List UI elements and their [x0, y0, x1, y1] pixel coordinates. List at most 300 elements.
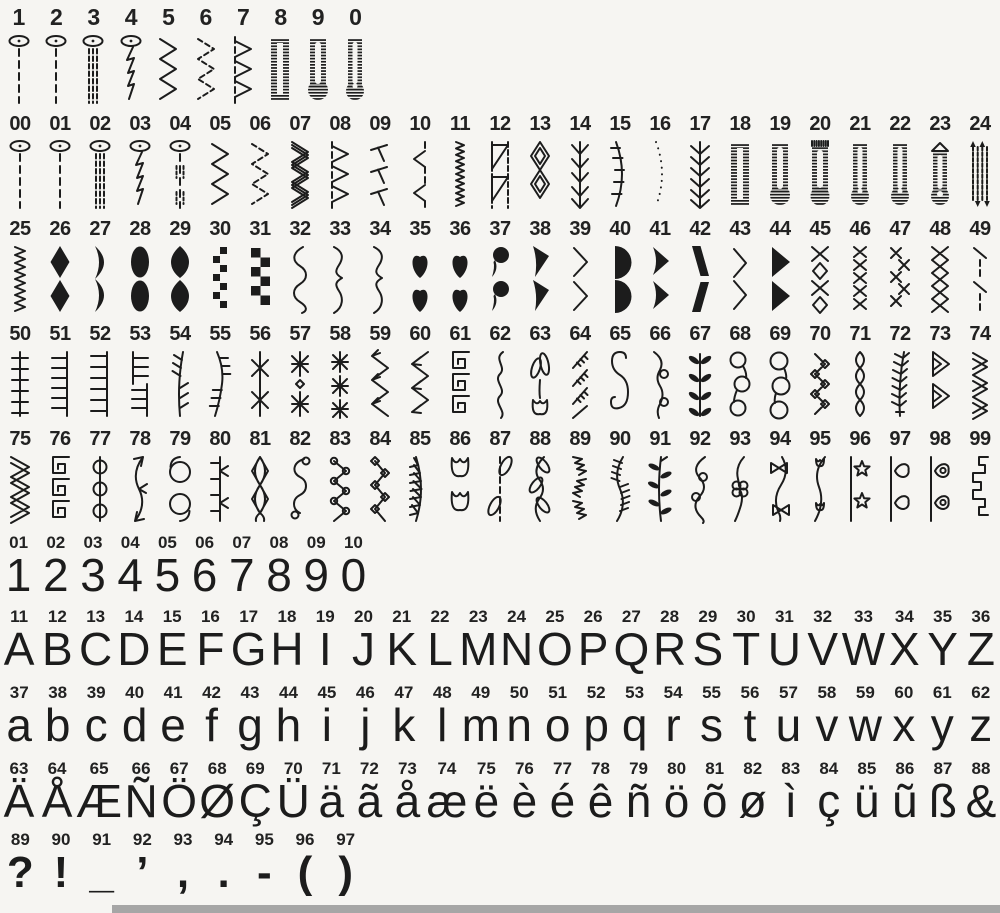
char-glyph: p — [583, 699, 609, 751]
char-cell-94 — [203, 830, 244, 896]
char-number: 81 — [705, 759, 725, 778]
stitch-number: 5 — [162, 4, 175, 30]
stitch-number: 6 — [199, 4, 212, 30]
stitch-number: 60 — [409, 323, 431, 345]
bh-round-icon — [887, 135, 913, 212]
char-cell-23 — [459, 607, 497, 673]
char-cell-80 — [658, 759, 696, 825]
stitch-number: 32 — [289, 218, 311, 240]
char-cell-52 — [577, 683, 615, 749]
char-glyph: - — [257, 848, 272, 897]
char-number: 91 — [92, 830, 112, 849]
triangle-ladder-icon — [487, 135, 513, 212]
stitch-number: 22 — [889, 113, 911, 135]
char-cell-68 — [198, 759, 236, 825]
greek-key-double-icon — [47, 450, 73, 527]
char-glyph: u — [775, 699, 802, 751]
char-cell-08 — [260, 533, 297, 599]
stitch-number: 16 — [649, 113, 671, 135]
stitch-number: 50 — [9, 323, 31, 345]
stitch-21 — [840, 113, 880, 212]
fern-crescent-icon — [407, 450, 433, 527]
char-number: 24 — [507, 607, 527, 626]
char-cell-62 — [962, 683, 1000, 749]
character-banks — [0, 533, 1000, 896]
stitch-02 — [80, 113, 120, 212]
char-number: 31 — [774, 607, 794, 626]
char-glyph: M — [459, 623, 498, 675]
char-number: 72 — [359, 759, 379, 778]
solid-flags-icon — [527, 240, 553, 317]
char-glyph: t — [743, 699, 757, 751]
char-glyph: ß — [928, 775, 957, 827]
stitch-63 — [520, 323, 560, 422]
oval-triple-icon — [87, 135, 113, 212]
tri-outline-chain-icon — [927, 345, 953, 422]
char-number: 96 — [295, 830, 315, 849]
feather-down-icon — [367, 345, 393, 422]
char-cell-86 — [886, 759, 924, 825]
stitch-number: 78 — [129, 428, 151, 450]
char-cell-44 — [269, 683, 307, 749]
char-number: 86 — [895, 759, 915, 778]
stitch-57 — [280, 323, 320, 422]
char-number: 42 — [202, 683, 221, 702]
stitch-11 — [440, 113, 480, 212]
satin-zig-icon — [7, 240, 33, 317]
char-cell-25 — [536, 607, 574, 673]
stitch-44 — [760, 218, 800, 317]
char-number: 01 — [9, 533, 29, 552]
char-number: 94 — [214, 830, 234, 849]
stitch-22 — [880, 113, 920, 212]
stitch-number: 12 — [489, 113, 511, 135]
stitch-number: 24 — [969, 113, 991, 135]
char-number: 90 — [51, 830, 71, 849]
stitch-row-bank-3 — [0, 218, 1000, 317]
char-glyph: D — [117, 623, 151, 675]
char-number: 43 — [240, 683, 260, 702]
stitch-number: 21 — [849, 113, 871, 135]
char-glyph: ) — [338, 848, 353, 897]
char-number: 71 — [321, 759, 341, 778]
stitch-number: 4 — [124, 4, 138, 30]
solid-lightning-icon — [687, 240, 713, 317]
stitch-83 — [320, 428, 360, 527]
char-number: 61 — [932, 683, 952, 702]
char-number: 80 — [667, 759, 687, 778]
char-cell-27 — [612, 607, 650, 673]
char-cell-74 — [426, 759, 467, 825]
stitch-number: 28 — [129, 218, 151, 240]
char-cell-17 — [230, 607, 268, 673]
char-cell-40 — [115, 683, 153, 749]
char-cell-24 — [497, 607, 535, 673]
blanket-cross-icon — [7, 345, 33, 422]
char-glyph: ø — [738, 775, 767, 827]
stitch-56 — [240, 323, 280, 422]
char-number: 14 — [124, 607, 144, 626]
stitch-29 — [160, 218, 200, 317]
char-glyph: Ü — [276, 775, 310, 827]
char-cell-07 — [223, 533, 260, 599]
crescents-icon — [87, 240, 113, 317]
char-number: 48 — [432, 683, 452, 702]
oval-dash-icon — [7, 135, 33, 212]
char-glyph: 9 — [303, 549, 329, 601]
arrow-tri-curve-icon — [647, 240, 673, 317]
char-glyph: Y — [927, 623, 958, 675]
char-number: 27 — [621, 607, 641, 626]
char-number: 88 — [971, 759, 991, 778]
pointed-ovals-icon — [167, 240, 193, 317]
stitch-number: 38 — [529, 218, 551, 240]
circle-wave-icon — [167, 450, 193, 527]
char-cell-47 — [385, 683, 423, 749]
char-number: 67 — [169, 759, 189, 778]
char-cell-66 — [122, 759, 160, 825]
fir-icon — [687, 135, 713, 212]
stitch-number: 55 — [209, 323, 231, 345]
stitch-03 — [120, 113, 160, 212]
bh-fan-bottom-icon — [305, 30, 331, 107]
wave-loops-b-icon — [647, 345, 673, 422]
char-glyph: b — [44, 699, 71, 751]
char-glyph: ! — [53, 848, 69, 897]
char-number: 10 — [343, 533, 363, 552]
char-glyph: a — [6, 699, 33, 751]
char-cell-82 — [734, 759, 772, 825]
char-glyph: ê — [587, 775, 614, 827]
char-number: 85 — [857, 759, 877, 778]
stitch-number: 7 — [236, 4, 250, 30]
char-glyph: ñ — [625, 775, 652, 827]
char-cell-02 — [37, 533, 74, 599]
stitch-row-bank-1 — [0, 5, 374, 107]
stitch-96 — [840, 428, 880, 527]
char-glyph: W — [841, 623, 886, 675]
stitch-number: 09 — [369, 113, 391, 135]
char-cell-18 — [268, 607, 306, 673]
stitch-number: 98 — [929, 428, 951, 450]
char-glyph: ’ — [136, 848, 149, 897]
char-number: 22 — [430, 607, 450, 626]
stitch-71 — [840, 323, 880, 422]
stitch-31 — [240, 218, 280, 317]
char-glyph: ã — [356, 775, 383, 827]
stitch-number: 68 — [729, 323, 751, 345]
curve-ticks-icon — [207, 345, 233, 422]
char-number: 30 — [736, 607, 756, 626]
char-glyph: ũ — [892, 775, 918, 827]
stitch-32 — [280, 218, 320, 317]
stitch-98 — [920, 428, 960, 527]
stitch-number: 27 — [89, 218, 111, 240]
char-number: 07 — [232, 533, 252, 552]
char-cell-39 — [77, 683, 115, 749]
stitch-50 — [0, 323, 40, 422]
char-cell-92 — [122, 830, 163, 896]
stitch-45 — [800, 218, 840, 317]
oval-stretch-icon — [127, 135, 153, 212]
stitch-number: 59 — [369, 323, 391, 345]
stitch-number: 46 — [849, 218, 871, 240]
char-number: 63 — [9, 759, 29, 778]
char-cell-59 — [846, 683, 884, 749]
stitch-number: 58 — [329, 323, 351, 345]
stitch-4 — [112, 5, 149, 107]
chevrons-thin-icon — [567, 240, 593, 317]
char-cell-29 — [689, 607, 727, 673]
stitch-number: 3 — [87, 4, 100, 30]
char-glyph: z — [969, 699, 993, 751]
char-glyph: õ — [701, 775, 728, 827]
char-glyph: N — [499, 623, 534, 675]
char-cell-13 — [77, 607, 115, 673]
leaf-zigzag-icon — [527, 450, 553, 527]
lattice-leaf-icon — [247, 450, 273, 527]
ovals-solid-icon — [127, 240, 153, 317]
char-cell-84 — [810, 759, 848, 825]
char-number: 73 — [397, 759, 417, 778]
greek-key-icon — [447, 345, 473, 422]
char-glyph: æ — [426, 775, 468, 827]
stitch-93 — [720, 428, 760, 527]
step-squares-icon — [207, 240, 233, 317]
stitch-07 — [280, 113, 320, 212]
stitch-34 — [360, 218, 400, 317]
stitch-36 — [440, 218, 480, 317]
char-glyph: d — [121, 699, 148, 751]
diamond-square-chain-icon — [367, 450, 393, 527]
char-glyph: Ö — [161, 775, 198, 827]
char-number: 12 — [47, 607, 67, 626]
char-glyph: 0 — [340, 549, 367, 601]
stitch-number: 25 — [9, 218, 31, 240]
char-glyph: e — [160, 699, 186, 751]
loop-chain-large-icon — [767, 345, 793, 422]
char-number: 89 — [10, 830, 30, 849]
char-glyph: B — [42, 623, 73, 675]
stitch-91 — [640, 428, 680, 527]
char-number: 69 — [245, 759, 265, 778]
bow-curve-icon — [767, 450, 793, 527]
stitch-99 — [960, 428, 1000, 527]
char-cell-64 — [38, 759, 76, 825]
char-cell-04 — [112, 533, 149, 599]
stitch-number: 04 — [169, 113, 191, 135]
char-cell-50 — [500, 683, 538, 749]
char-number: 06 — [195, 533, 215, 552]
character-row-lowercase — [0, 683, 1000, 749]
char-glyph: 4 — [117, 549, 143, 601]
char-number: 66 — [131, 759, 151, 778]
char-number: 74 — [437, 759, 457, 778]
char-cell-37 — [0, 683, 38, 749]
leaves-solid-branch-icon — [647, 450, 673, 527]
stitch-37 — [480, 218, 520, 317]
char-number: 62 — [971, 683, 991, 702]
stitch-number: 62 — [489, 323, 511, 345]
char-number: 33 — [854, 607, 873, 626]
stitch-number: 19 — [769, 113, 791, 135]
char-number: 64 — [47, 759, 67, 778]
brace-wave-icon — [367, 240, 393, 317]
char-glyph: Ä — [3, 775, 35, 827]
char-number: 19 — [315, 607, 335, 626]
stitch-51 — [40, 323, 80, 422]
char-number: 02 — [46, 533, 66, 552]
stitch-19 — [760, 113, 800, 212]
fern-wave-icon — [607, 450, 633, 527]
char-cell-51 — [538, 683, 576, 749]
stitch-number: 71 — [849, 323, 871, 345]
thick-chevron-icon — [727, 240, 753, 317]
stitch-62 — [480, 323, 520, 422]
character-row-digits — [0, 533, 372, 599]
char-glyph: r — [665, 699, 681, 751]
char-glyph: Æ — [76, 775, 123, 827]
char-glyph: O — [536, 623, 573, 675]
arrow-chain-icon — [407, 345, 433, 422]
char-number: 34 — [894, 607, 914, 626]
stitch-35 — [400, 218, 440, 317]
char-number: 32 — [813, 607, 833, 626]
char-number: 38 — [48, 683, 68, 702]
slant-ticks-icon — [367, 135, 393, 212]
char-number: 17 — [239, 607, 259, 626]
char-glyph: è — [511, 775, 538, 827]
stitch-number: 10 — [409, 113, 431, 135]
char-number: 51 — [548, 683, 568, 702]
stitch-58 — [320, 323, 360, 422]
char-number: 29 — [698, 607, 718, 626]
zigzag-icon — [207, 135, 233, 212]
stitch-68 — [720, 323, 760, 422]
stitch-number: 56 — [249, 323, 271, 345]
char-cell-16 — [191, 607, 229, 673]
char-number: 49 — [471, 683, 491, 702]
char-cell-21 — [383, 607, 421, 673]
stitch-number: 47 — [889, 218, 911, 240]
char-cell-69 — [236, 759, 274, 825]
stitch-number: 97 — [889, 428, 911, 450]
char-glyph: ì — [784, 775, 798, 827]
stitch-number: 76 — [49, 428, 71, 450]
stitch-number: 40 — [609, 218, 631, 240]
char-glyph: f — [205, 699, 218, 751]
ladder-left-icon — [87, 345, 113, 422]
stitch-number: 70 — [809, 323, 831, 345]
char-cell-93 — [163, 830, 204, 896]
char-glyph: 1 — [5, 549, 32, 601]
stitch-00 — [0, 113, 40, 212]
char-cell-26 — [574, 607, 612, 673]
cross-diamond-icon — [807, 240, 833, 317]
stitch-row-bank-2 — [0, 113, 1000, 212]
stitch-14 — [560, 113, 600, 212]
char-glyph: w — [848, 699, 882, 751]
tulip-leaf-icon — [527, 345, 553, 422]
character-row-accented — [0, 759, 1000, 825]
multi-zigzag-icon — [287, 135, 313, 212]
stitch-79 — [160, 428, 200, 527]
stitch-number: 48 — [929, 218, 951, 240]
char-glyph: T — [732, 623, 761, 675]
char-number: 76 — [514, 759, 534, 778]
stitch-number: 90 — [609, 428, 631, 450]
char-glyph: ç — [817, 775, 841, 827]
stitch-number: 08 — [329, 113, 351, 135]
char-number: 35 — [933, 607, 953, 626]
stitch-55 — [200, 323, 240, 422]
char-glyph: X — [889, 623, 920, 675]
stitch-66 — [640, 323, 680, 422]
oval-dash-icon — [6, 30, 32, 107]
stitch-54 — [160, 323, 200, 422]
char-cell-43 — [231, 683, 269, 749]
char-glyph: , — [176, 848, 190, 897]
char-number: 50 — [509, 683, 529, 702]
char-cell-89 — [0, 830, 41, 896]
char-number: 45 — [317, 683, 337, 702]
stitch-number: 26 — [49, 218, 71, 240]
asterisks-icon — [327, 345, 353, 422]
char-number: 58 — [817, 683, 837, 702]
char-number: 97 — [336, 830, 356, 849]
char-glyph: c — [84, 699, 108, 751]
char-cell-78 — [581, 759, 619, 825]
char-glyph: ( — [297, 848, 313, 897]
oval-reinforced-icon — [167, 135, 193, 212]
char-cell-31 — [765, 607, 803, 673]
char-glyph: 2 — [42, 549, 69, 601]
stitch-number: 52 — [89, 323, 111, 345]
stitch-89 — [560, 428, 600, 527]
char-glyph: é — [549, 775, 576, 827]
char-cell-30 — [727, 607, 765, 673]
char-number: 53 — [625, 683, 645, 702]
loop-zigzag-icon — [327, 450, 353, 527]
stitch-33 — [320, 218, 360, 317]
zigzag-icon — [155, 30, 181, 107]
stitch-74 — [960, 323, 1000, 422]
stitch-87 — [480, 428, 520, 527]
double-diamond-icon — [527, 135, 553, 212]
tick-arrow-line-icon — [207, 450, 233, 527]
stitch-70 — [800, 323, 840, 422]
char-glyph: 3 — [80, 549, 106, 601]
bh-round-icon — [847, 135, 873, 212]
char-cell-71 — [312, 759, 350, 825]
stitch-number: 23 — [929, 113, 951, 135]
stitch-3 — [75, 5, 112, 107]
shell-icon — [407, 135, 433, 212]
stitch-40 — [600, 218, 640, 317]
char-glyph: k — [392, 699, 416, 751]
stitch-row-bank-5 — [0, 428, 1000, 527]
wave-line-icon — [487, 345, 513, 422]
char-cell-72 — [350, 759, 388, 825]
char-cell-46 — [346, 683, 384, 749]
char-cell-45 — [308, 683, 346, 749]
blind-hem-icon — [327, 135, 353, 212]
char-number: 82 — [743, 759, 763, 778]
stitch-04 — [160, 113, 200, 212]
char-cell-22 — [421, 607, 459, 673]
char-cell-15 — [153, 607, 191, 673]
char-number: 20 — [354, 607, 373, 626]
